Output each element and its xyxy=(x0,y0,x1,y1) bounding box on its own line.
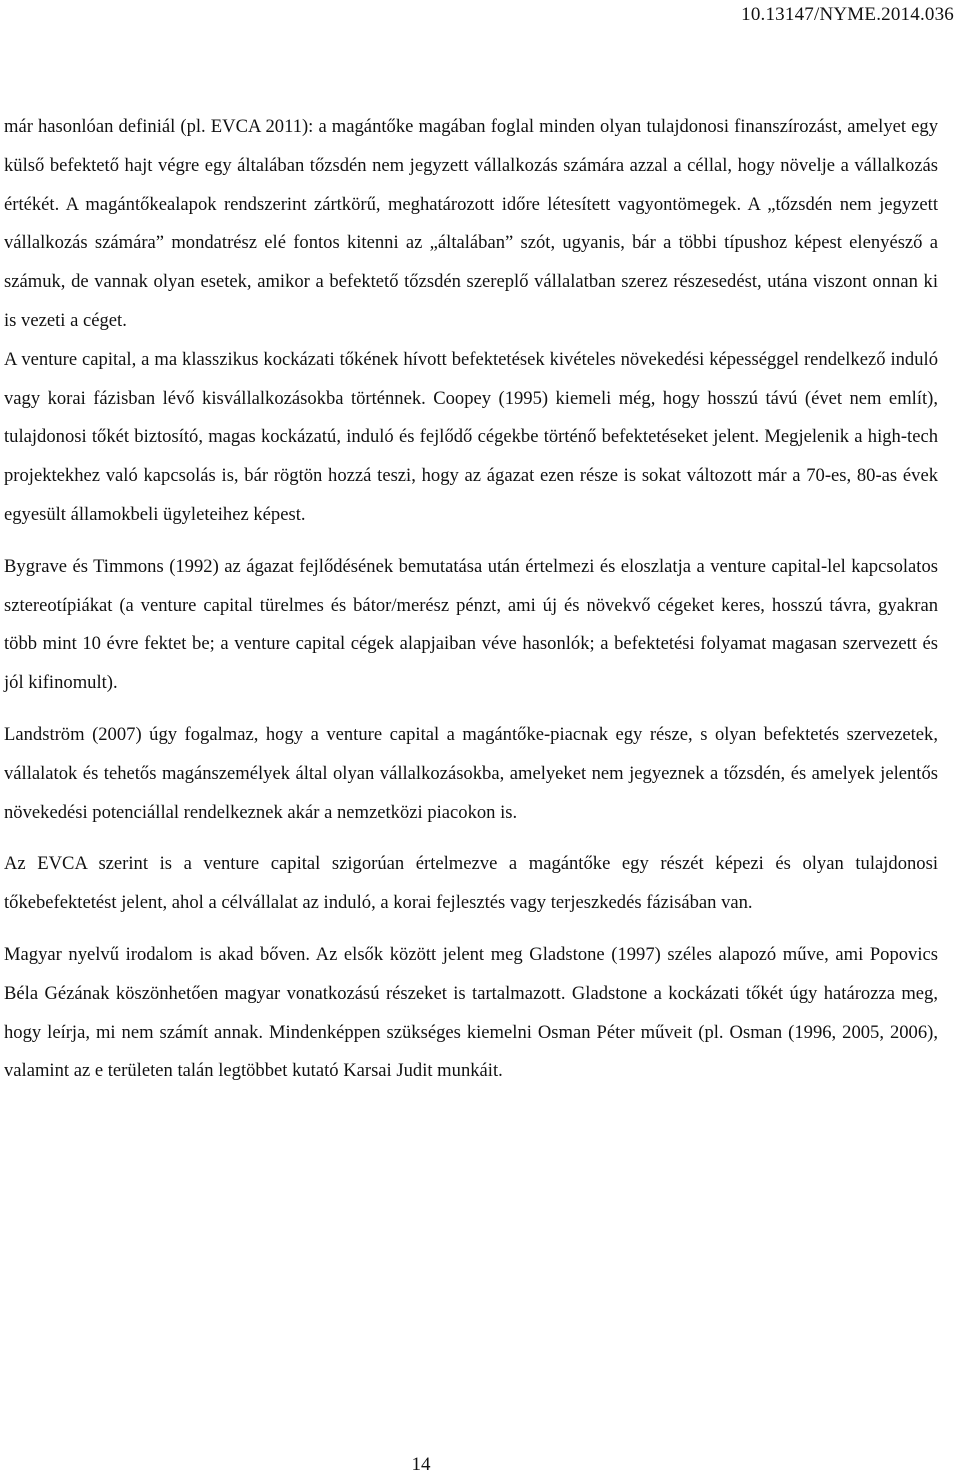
paragraph-2: A venture capital, a ma klasszikus kockázati tőkének hívott befektetések kivételes növekedési képességgel rendelkező induló vagy korai fázisban lévő kisvállalkozásokba történnek. Coopey (1995) kiemeli még, hogy hosszú távú (évet nem említ), tulajdonosi tőkét biztosító, magas kockázatú, induló és fejlődő cégekbe történő befektetéseket jelent. Megjelenik a high-tech projektekhez való kapcsolás is, bár rögtön hozzá teszi, hogy az ágazat ezen része is sokat változott már a 70-es, 80-as évek egyesült államokbeli ügyleteihez képest. xyxy=(4,348,938,525)
body-text xyxy=(4,108,938,1104)
paragraph-4: Landström (2007) úgy fogalmaz, hogy a venture capital a magántőke-piacnak egy része, s olyan befektetés szervezetek, vállalatok és tehetős magánszemélyek által olyan vállalkozásokba, amelyeket nem jegyeznek a tőzsdén, és amelyek jelentős növekedési potenciállal rendelkeznek akár a nemzetközi piacokon is. xyxy=(4,723,938,823)
paragraph-3: Bygrave és Timmons (1992) az ágazat fejlődésének bemutatása után értelmezi és eloszlatja a venture capital-lel kapcsolatos sztereotípiákat (a venture capital türelmes és bátor/merész pénzt, ami új és növekvő cégeket keres, hosszú távra, gyakran több mint 10 évre fektet be; a venture capital cégek alapjaiban véve hasonlók; a befektetési folyamat magasan szervezett és jól kifinomult). xyxy=(4,555,938,694)
paragraph-6: Magyar nyelvű irodalom is akad bőven. Az elsők között jelent meg Gladstone (1997) széles alapozó műve, ami Popovics Béla Gézának köszönhetően magyar vonatkozású részeket is tartalmazott. Gladstone a kockázati tőkét úgy határozza meg, hogy leírja, mi nem számít annak. Mindenképpen szükséges kiemelni Osman Péter műveit (pl. Osman (1996, 2005, 2006), valamint az e területen talán legtöbbet kutató Karsai Judit munkáit. xyxy=(4,943,938,1082)
doi-header: 10.13147/NYME.2014.036 xyxy=(741,4,954,25)
paragraph-1: már hasonlóan definiál (pl. EVCA 2011): a magántőke magában foglal minden olyan tulajdonosi finanszírozást, amelyet egy külső befektető hajt végre egy általában tőzsdén nem jegyzett vállalkozás számára azzal a céllal, hogy növelje a vállalkozás értékét. A magántőkealapok rendszerint zártkörű, meghatározott időre létesített vagyontömegek. A „tőzsdén nem jegyzett vállalkozás számára” mondatrész elé fontos kitenni az „általában” szót, ugyanis, bár a többi típushoz képest elenyésző a számuk, de vannak olyan esetek, amikor a befektető tőzsdén szereplő vállalatban szerez részesedést, utána viszont onnan ki is vezeti a céget. xyxy=(4,116,938,331)
page-number: 14 xyxy=(411,1454,431,1475)
paragraph-5: Az EVCA szerint is a venture capital szigorúan értelmezve a magántőke egy részét képezi és olyan tulajdonosi tőkebefektetést jelent, ahol a célvállalat az induló, a korai fejlesztés vagy terjeszkedés fázisában van. xyxy=(4,853,938,914)
